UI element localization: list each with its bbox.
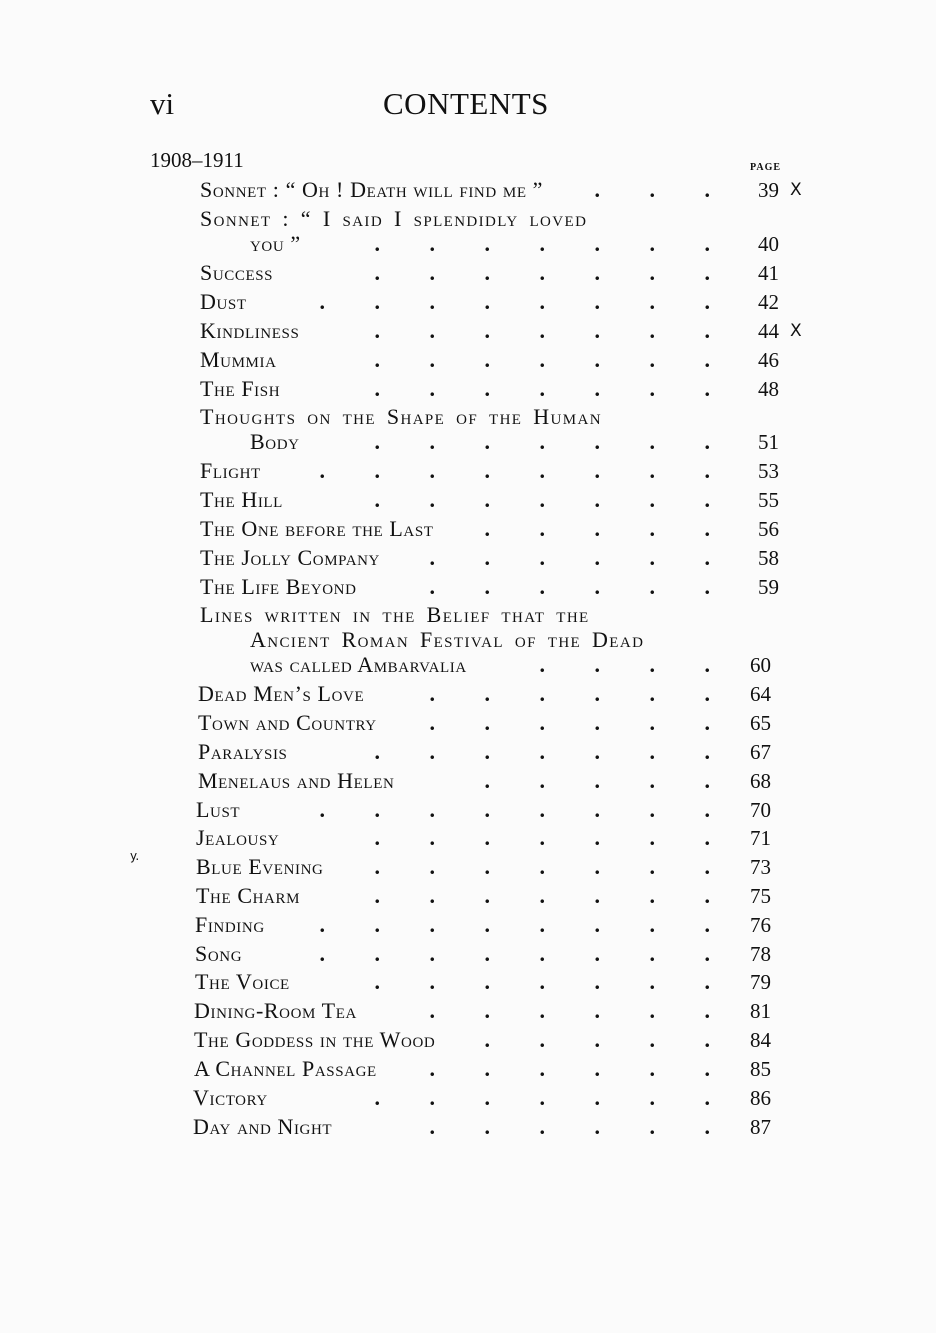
toc-entry-title: Blue Evening bbox=[196, 854, 324, 879]
toc-page-number: 79 bbox=[750, 970, 771, 994]
toc-entry-title: Jealousy bbox=[196, 825, 280, 850]
toc-entry-title: Kindliness bbox=[200, 318, 300, 343]
toc-entry-title: A Channel Passage bbox=[194, 1056, 377, 1081]
dot-leaders: . . . . . . . bbox=[374, 826, 710, 850]
toc-page-number: 42 bbox=[758, 290, 779, 314]
toc-entry-title: The Jolly Company bbox=[200, 545, 380, 570]
toc-entry-title: Dead Men’s Love bbox=[198, 681, 365, 706]
toc-page-number: 59 bbox=[758, 575, 779, 599]
toc-entry-title: The Voice bbox=[195, 969, 290, 994]
toc-entry-title: The Goddess in the Wood bbox=[194, 1027, 436, 1052]
toc-entry-continuation: Body bbox=[250, 429, 300, 454]
toc-entry-continuation: you ” bbox=[250, 231, 301, 256]
dot-leaders: . . . . . . . bbox=[374, 377, 710, 401]
toc-entry-title: Dust bbox=[200, 289, 247, 314]
toc-page-number: 58 bbox=[758, 546, 779, 570]
page-title: CONTENTS bbox=[383, 86, 549, 121]
toc-page-number: 68 bbox=[750, 769, 771, 793]
dot-leaders: . . . . . . . bbox=[374, 348, 710, 372]
toc-page-number: 70 bbox=[750, 798, 771, 822]
dot-leaders: . . . . . . . bbox=[374, 319, 710, 343]
toc-entry-title: Song bbox=[195, 941, 243, 966]
dot-leaders: . . . . . . . bbox=[374, 740, 710, 764]
dot-leaders: . . . . . . . . bbox=[319, 459, 710, 483]
dot-leaders: . . . . . . bbox=[429, 682, 710, 706]
toc-page-number: 56 bbox=[758, 517, 779, 541]
dot-leaders: . . . . . . . . bbox=[319, 798, 710, 822]
dot-leaders: . . . . . . bbox=[429, 575, 710, 599]
pencil-mark: X bbox=[790, 321, 802, 341]
dot-leaders: . . . . . . bbox=[429, 1115, 710, 1139]
dot-leaders: . . . . . . . . bbox=[319, 942, 710, 966]
dot-leaders: . . . . . . . bbox=[374, 232, 710, 256]
toc-page-number: 85 bbox=[750, 1057, 771, 1081]
dot-leaders: . . . . . . . bbox=[374, 884, 710, 908]
toc-entry-title: Finding bbox=[195, 912, 265, 937]
toc-page-number: 75 bbox=[750, 884, 771, 908]
toc-entry-title: Day and Night bbox=[193, 1114, 333, 1139]
toc-page-number: 87 bbox=[750, 1115, 771, 1139]
toc-entry-title: Sonnet : “ I said I splendidly loved bbox=[200, 206, 588, 231]
toc-entry-continuation: was called Ambarvalia bbox=[250, 652, 467, 677]
toc-page-number: 81 bbox=[750, 999, 771, 1023]
section-years: 1908–1911 bbox=[150, 148, 244, 172]
pencil-mark: X bbox=[790, 180, 802, 200]
toc-page-number: 73 bbox=[750, 855, 771, 879]
toc-page-number: 64 bbox=[750, 682, 771, 706]
page-folio: vi bbox=[150, 86, 175, 121]
toc-entry-title: Mummia bbox=[200, 347, 277, 372]
toc-page-number: 84 bbox=[750, 1028, 771, 1052]
toc-page-number: 55 bbox=[758, 488, 779, 512]
toc-page-number: 51 bbox=[758, 430, 779, 454]
dot-leaders: . . . . . . bbox=[429, 999, 710, 1023]
margin-pencil-mark: y. bbox=[130, 849, 140, 863]
toc-page-number: 44 bbox=[758, 319, 779, 343]
toc-page-number: 48 bbox=[758, 377, 779, 401]
toc-entry-title: Success bbox=[200, 260, 274, 285]
toc-page-number: 41 bbox=[758, 261, 779, 285]
dot-leaders: . . . . . . . bbox=[374, 1086, 710, 1110]
toc-page-number: 46 bbox=[758, 348, 779, 372]
toc-entry-title: The One before the Last bbox=[200, 516, 434, 541]
toc-page-number: 53 bbox=[758, 459, 779, 483]
dot-leaders: . . . . . . . . bbox=[319, 290, 710, 314]
dot-leaders: . . . . . . . bbox=[374, 261, 710, 285]
toc-entry-title: Lust bbox=[196, 797, 241, 822]
toc-entry-title: Town and Country bbox=[198, 710, 377, 735]
toc-entry-title: The Fish bbox=[200, 376, 281, 401]
toc-entry-title: Paralysis bbox=[198, 739, 288, 764]
toc-page-number: 86 bbox=[750, 1086, 771, 1110]
toc-entry-title: Flight bbox=[200, 458, 261, 483]
toc-page-number: 78 bbox=[750, 942, 771, 966]
dot-leaders: . . . . . . . bbox=[374, 970, 710, 994]
toc-entry-title: Lines written in the Belief that the bbox=[200, 602, 590, 627]
toc-entry-title: Victory bbox=[193, 1085, 268, 1110]
page-column-label: PAGE bbox=[750, 162, 782, 173]
dot-leaders: . . . . . . . . bbox=[319, 913, 710, 937]
dot-leaders: . . . . . bbox=[484, 517, 710, 541]
toc-entry-title: The Life Beyond bbox=[200, 574, 357, 599]
toc-entry-title: Sonnet : “ Oh ! Death will find me ” bbox=[200, 177, 544, 202]
dot-leaders: . . . . . bbox=[484, 1028, 710, 1052]
toc-entry-title: Thoughts on the Shape of the Human bbox=[200, 404, 602, 429]
toc-page-number: 40 bbox=[758, 232, 779, 256]
toc-page-number: 39 bbox=[758, 178, 779, 202]
toc-page-number: 71 bbox=[750, 826, 771, 850]
toc-entry-title: The Charm bbox=[196, 883, 301, 908]
dot-leaders: . . . . . . . bbox=[374, 855, 710, 879]
toc-entry-title: Dining-Room Tea bbox=[194, 998, 357, 1023]
toc-entry-continuation: Ancient Roman Festival of the Dead bbox=[250, 627, 645, 652]
dot-leaders: . . . . . . . bbox=[374, 430, 710, 454]
dot-leaders: . . . . . bbox=[484, 769, 710, 793]
toc-page-number: 65 bbox=[750, 711, 771, 735]
toc-page-number: 76 bbox=[750, 913, 771, 937]
dot-leaders: . . . bbox=[594, 178, 710, 202]
dot-leaders: . . . . . . bbox=[429, 711, 710, 735]
toc-page-number: 60 bbox=[750, 653, 771, 677]
toc-entry-title: Menelaus and Helen bbox=[198, 768, 395, 793]
dot-leaders: . . . . bbox=[539, 653, 710, 677]
toc-entry-title: The Hill bbox=[200, 487, 283, 512]
toc-page-number: 67 bbox=[750, 740, 771, 764]
dot-leaders: . . . . . . bbox=[429, 546, 710, 570]
dot-leaders: . . . . . . bbox=[429, 1057, 710, 1081]
dot-leaders: . . . . . . . bbox=[374, 488, 710, 512]
